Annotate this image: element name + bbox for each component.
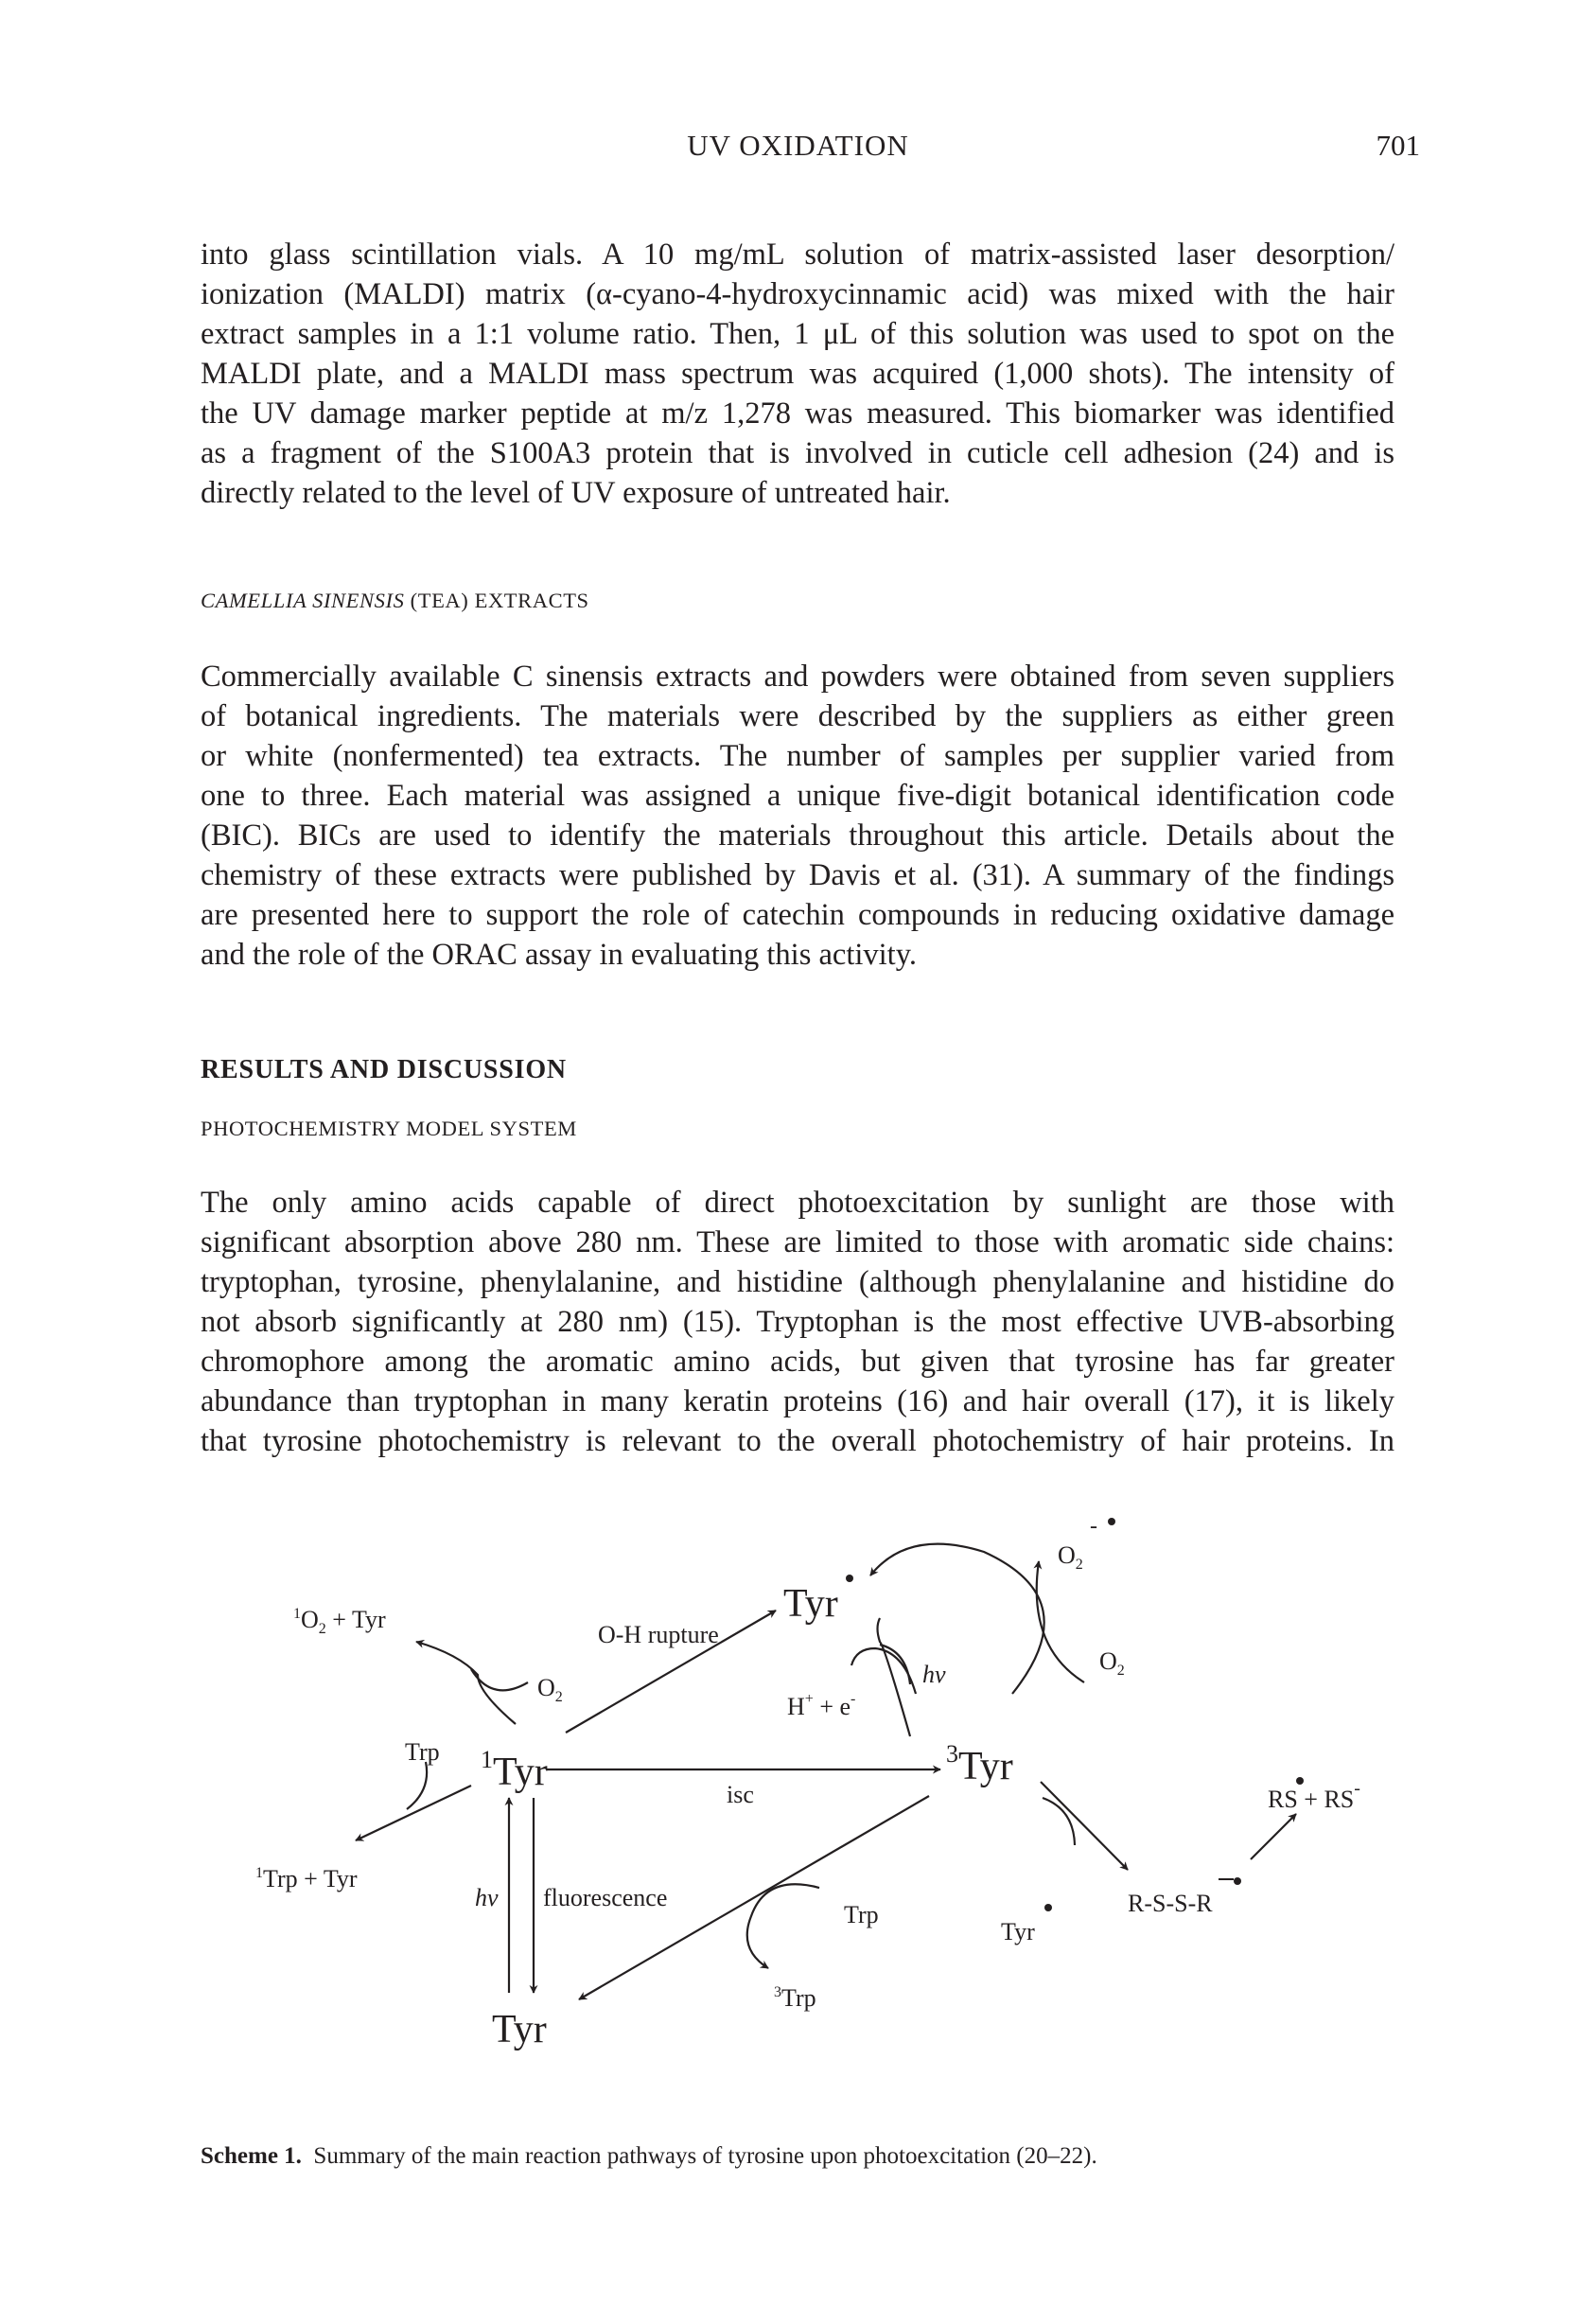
label-trp-bottom: Trp bbox=[844, 1901, 879, 1928]
arrow-disulfide-cleavage bbox=[1251, 1814, 1296, 1859]
label-ground-tyr: Tyr bbox=[492, 2008, 547, 2051]
text-line: the UV damage marker peptide at m/z 1,278 was measured. This biomarker was identified bbox=[201, 396, 1394, 431]
label-hv-top: hν bbox=[922, 1661, 946, 1688]
label-hv-left: hν bbox=[475, 1884, 499, 1911]
text-line: abundance than tryptophan in many keratin proteins (16) and hair overall (17), it is likely bbox=[201, 1384, 1394, 1418]
text-line: tryptophan, tyrosine, phenylalanine, and histidine (although phenylalanine and histidine do bbox=[201, 1265, 1394, 1299]
label-o2-right: $O_2$ bbox=[1099, 1647, 1125, 1679]
curve-triplet-trp bbox=[747, 1884, 819, 1968]
text-line: not absorb significantly at 280 nm) (15). Tryptophan is the most effective UVB-absorbing bbox=[201, 1305, 1394, 1339]
radical-dot bbox=[1108, 1518, 1115, 1525]
arrow-hv-photoionization bbox=[851, 1648, 916, 1694]
text-line: significant absorption above 280 nm. These are limited to those with aromatic side chains: bbox=[201, 1225, 1394, 1259]
running-header: UV OXIDATION bbox=[687, 129, 909, 162]
section-heading-results: RESULTS AND DISCUSSION bbox=[201, 1055, 567, 1084]
text-line: one to three. Each material was assigned a unique five-digit botanical identification code bbox=[201, 779, 1394, 813]
curve-tyr-radical bbox=[1043, 1798, 1075, 1845]
text-line: and the role of the ORAC assay in evaluating this activity. bbox=[201, 938, 917, 972]
label-superoxide-charge: - bbox=[1090, 1514, 1097, 1539]
text-line: of botanical ingredients. The materials were described by the suppliers as either green bbox=[201, 699, 1394, 733]
text-line: (BIC). BICs are used to identify the materials throughout this article. Details about the bbox=[201, 819, 1394, 853]
label-fluorescence: fluorescence bbox=[543, 1884, 668, 1911]
caption-text: Summary of the main reaction pathways of tyrosine upon photoexcitation (20–22). bbox=[313, 2143, 1097, 2169]
arrow-triplet-to-radical bbox=[878, 1618, 911, 1736]
caption-label: Scheme 1. bbox=[201, 2143, 302, 2169]
label-superoxide: $O_2$ bbox=[1058, 1541, 1083, 1573]
label-o2-left: $O_2$ bbox=[537, 1674, 563, 1705]
text-line: into glass scintillation vials. A 10 mg/mL solution of matrix-assisted laser desorption/ bbox=[201, 238, 1394, 272]
label-disulfide: R-S-S-R bbox=[1128, 1890, 1213, 1917]
arrow-singlet-oxygen bbox=[416, 1642, 516, 1724]
radical-dot bbox=[1296, 1777, 1304, 1785]
text-line: are presented here to support the role of catechin compounds in reducing oxidative damage bbox=[201, 898, 1394, 932]
curve-o2-left bbox=[471, 1669, 528, 1690]
label-oh-rupture: O-H rupture bbox=[598, 1621, 719, 1648]
page-number: 701 bbox=[1376, 129, 1420, 162]
radical-dot bbox=[846, 1575, 853, 1582]
text-line: as a fragment of the S100A3 protein that is involved in cuticle cell adhesion (24) and is bbox=[201, 436, 1394, 470]
text-line: extract samples in a 1:1 volume ratio. Then, 1 μL of this solution was used to spot on the bbox=[201, 317, 1394, 351]
text-line: Commercially available C sinensis extracts and powders were obtained from seven suppliers bbox=[201, 660, 1394, 694]
text-line: MALDI plate, and a MALDI mass spectrum was acquired (1,000 shots). The intensity of bbox=[201, 357, 1394, 391]
radical-dot bbox=[1044, 1904, 1052, 1911]
label-tyr-radical-small: Tyr bbox=[1001, 1918, 1035, 1945]
text-line: The only amino acids capable of direct photoexcitation by sunlight are those with bbox=[201, 1186, 1394, 1220]
arrow-to-disulfide bbox=[1041, 1782, 1128, 1870]
text-line: that tyrosine photochemistry is relevant to the overall photochemistry of hair proteins. In bbox=[201, 1424, 1394, 1458]
label-triplet-tyr: $^3$Tyr bbox=[946, 1740, 1013, 1788]
scheme-caption bbox=[201, 2143, 1097, 2170]
text-line: or white (nonfermented) tea extracts. The number of samples per supplier varied from bbox=[201, 739, 1394, 773]
radical-dot bbox=[1234, 1877, 1241, 1885]
label-isc: isc bbox=[727, 1781, 754, 1808]
text-line: chemistry of these extracts were published by Davis et al. (31). A summary of the findings bbox=[201, 858, 1394, 892]
arrow-singlet-trp bbox=[356, 1786, 471, 1840]
label-triplet-trp: $^3$Trp bbox=[774, 1984, 816, 2012]
arrow-superoxide-arc bbox=[870, 1544, 1044, 1694]
reaction-scheme-diagram bbox=[0, 1505, 1596, 2110]
label-tyr-radical: Tyr bbox=[783, 1582, 838, 1626]
text-line: ionization (MALDI) matrix (α-cyano-4-hydroxycinnamic acid) was mixed with the hair bbox=[201, 277, 1394, 311]
label-singlet-o2-tyr: $^1O_2$ + Tyr bbox=[293, 1606, 386, 1637]
text-line: chromophore among the aromatic amino acids, but given that tyrosine has far greater bbox=[201, 1345, 1394, 1379]
curve-trp-left bbox=[407, 1762, 427, 1809]
label-singlet-tyr: $^1$Tyr bbox=[481, 1746, 548, 1794]
label-rs-rs: RS + RS- bbox=[1268, 1778, 1360, 1813]
label-singlet-trp-tyr: $^1$Trp + Tyr bbox=[255, 1865, 358, 1892]
label-h-plus-e: H+ + e- bbox=[787, 1691, 856, 1720]
label-trp-left: Trp bbox=[405, 1738, 440, 1766]
subheading-tea-extracts: CAMELLIA SINENSIS (TEA) EXTRACTS bbox=[201, 589, 589, 612]
text-line: directly related to the level of UV exposure of untreated hair. bbox=[201, 476, 951, 510]
subheading-photochemistry: PHOTOCHEMISTRY MODEL SYSTEM bbox=[201, 1117, 577, 1140]
